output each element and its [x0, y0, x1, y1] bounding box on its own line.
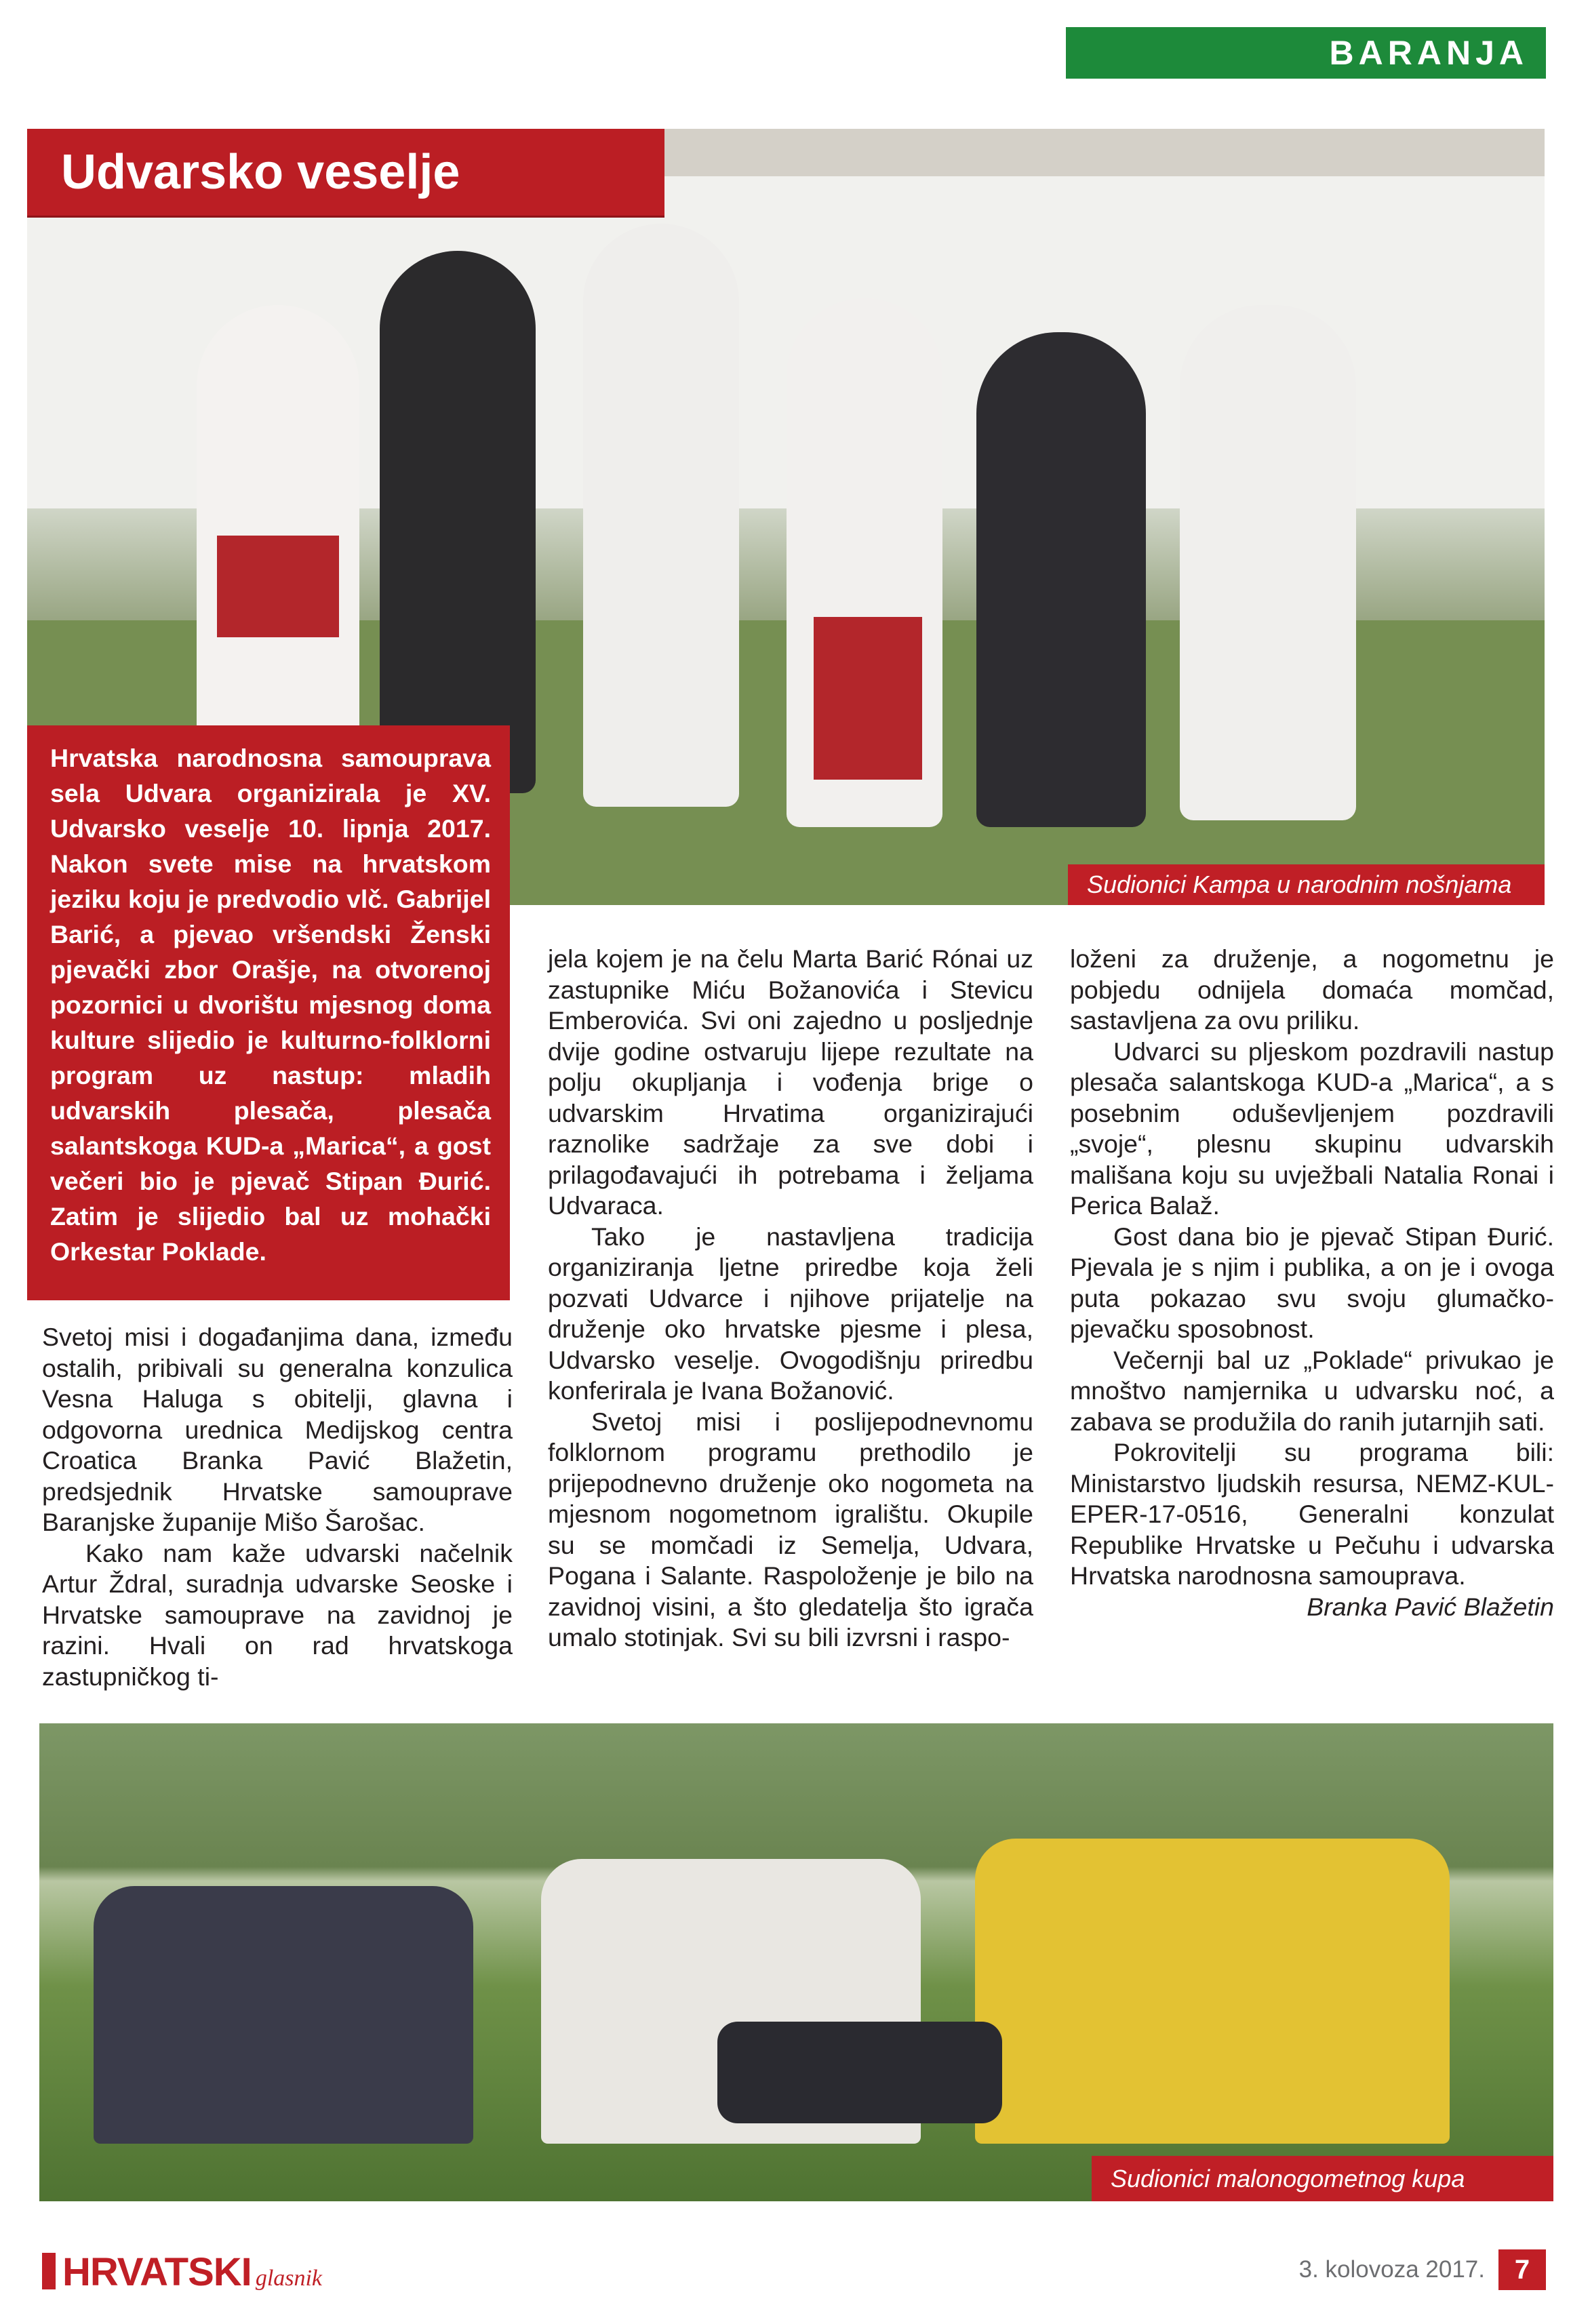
page-number: 7 [1498, 2249, 1546, 2290]
photo-figure [1180, 305, 1356, 820]
paragraph: Večernji bal uz „Poklade“ privukao je mnoštvo namjernika u udvarsku noć, a zabava se produžila do ranih jutarnjih sati. [1070, 1345, 1554, 1436]
photo-group [975, 1839, 1450, 2144]
paragraph: jela kojem je na čelu Marta Barić Rónai uz zastupnike Miću Božanovića i Stevicu Emberovića. Svi oni zajedno u posljednje dvije godine ostvaruju lijepe rezultate na polju okupljanja i vođenja brige o udvarskim Hrvatima organizirajući raznolike sadržaje za sve dobi i prilagođavajući ih potrebama i željama Udvaraca. [548, 944, 1033, 1220]
paragraph: Svetoj misi i poslijepodnevnomu folklornom programu prethodilo je prijepodnevno druženje oko nogometa na mjesnom nogometnom igralištu. Okupile su se momčadi iz Semelja, Udvara, Pogana i Salante. Raspoloženje je bilo na zavidnoj visini, a što gledatelja što igrača umalo stotinjak. Svi su bili izvrsni i raspo- [548, 1407, 1033, 1651]
text-column-left [42, 1322, 513, 1692]
photo-caption-top-text: Sudionici Kampa u narodnim nošnjama [1087, 870, 1512, 898]
text-column-middle [548, 944, 1033, 1654]
photo-caption-bottom-text: Sudionici malonogometnog kupa [1111, 2164, 1465, 2192]
photo-figure [380, 251, 536, 793]
publication-logo [62, 2249, 323, 2294]
photo-football-teams [39, 1723, 1553, 2201]
paragraph: Udvarci su pljeskom pozdravili nastup plesača salantskoga KUD-a „Marica“, a s posebnim oduševljenjem pozdravili „svoje“, plesnu skupinu udvarskih mališana koju su uvježbali Natalia Ronai i Perica Balaž. [1070, 1037, 1554, 1220]
paragraph: Gost dana bio je pjevač Stipan Đurić. Pjevala je s njim i publika, a on je i ovoga puta pokazao svu svoju glumačko-pjevačku sposobnost. [1070, 1222, 1554, 1343]
photo-roof [637, 129, 1545, 176]
author-signature: Branka Pavić Blažetin [1307, 1592, 1554, 1621]
logo-sub: glasnik [255, 2266, 323, 2291]
article-title [27, 129, 664, 216]
photo-figure [976, 332, 1146, 827]
paragraph: Svetoj misi i događanjima dana, između ostalih, pribivali su generalna konzulica Vesna Haluga s obitelji, glavna i odgovorna urednica Medijskog centra Croatica Branka Pavić Blažetin, predsjednik Hrvatske samouprave Baranjske županije Mišo Šarošac. [42, 1323, 513, 1536]
photo-group [717, 2022, 1002, 2123]
paragraph: Tako je nastavljena tradicija organiziranja ljetne priredbe koja želi pozvati Udvarce i njihove prijatelje na druženje oko hrvatske pjesme i plesa, Udvarsko veselje. Ovogodišnju priredbu konferirala je Ivana Božanović. [548, 1222, 1033, 1405]
photo-caption-top [1068, 864, 1545, 905]
photo-group [94, 1886, 473, 2144]
section-label: BARANJA [1329, 34, 1528, 72]
logo-main: HRVATSKI [62, 2250, 252, 2294]
photo-figure [583, 224, 739, 807]
lead-paragraph: Hrvatska narodnosna samouprava sela Udvara organizirala je XV. Udvarsko veselje 10. lipnja 2017. Nakon svete mise na hrvatskom jeziku koju je predvodio vlč. Gabrijel Barić, a pjevao vršendski Ženski pjevački zbor Orašje, na otvorenoj pozornici u dvorištu mjesnog doma kulture slijedio je kulturno-folklorni program uz nastup: mladih udvarskih plesača, plesača salantskoga KUD-a „Marica“, a gost večeri bio je pjevač Stipan Đurić. Zatim je slijedio bal uz mohački Orkestar Poklade. [27, 725, 510, 1300]
text-column-right [1070, 944, 1554, 1622]
issue-date: 3. kolovoza 2017. [1298, 2256, 1485, 2283]
paragraph: Pokrovitelji su programa bili: Ministarstvo ljudskih resursa, NEMZ-KUL-EPER-17-0516, Generalni konzulat Republike Hrvatske u Pečuhu i udvarska Hrvatska narodnosna samouprava. [1070, 1438, 1554, 1590]
footer-mark [42, 2253, 56, 2289]
photo-caption-bottom [1092, 2156, 1553, 2201]
paragraph: loženi za druženje, a nogometnu je pobjedu odnijela domaća momčad, sastavljena za ovu priliku. [1070, 944, 1554, 1035]
article-title-text: Udvarsko veselje [61, 145, 460, 199]
section-tag [1066, 27, 1546, 79]
paragraph: Kako nam kaže udvarski načelnik Artur Ždral, suradnja udvarske Seoske i Hrvatske samouprave na zavidnoj je razini. Hvali on rad hrvatskoga zastupničkog ti- [42, 1538, 513, 1691]
costume-accent [217, 536, 339, 637]
costume-accent [814, 617, 922, 780]
